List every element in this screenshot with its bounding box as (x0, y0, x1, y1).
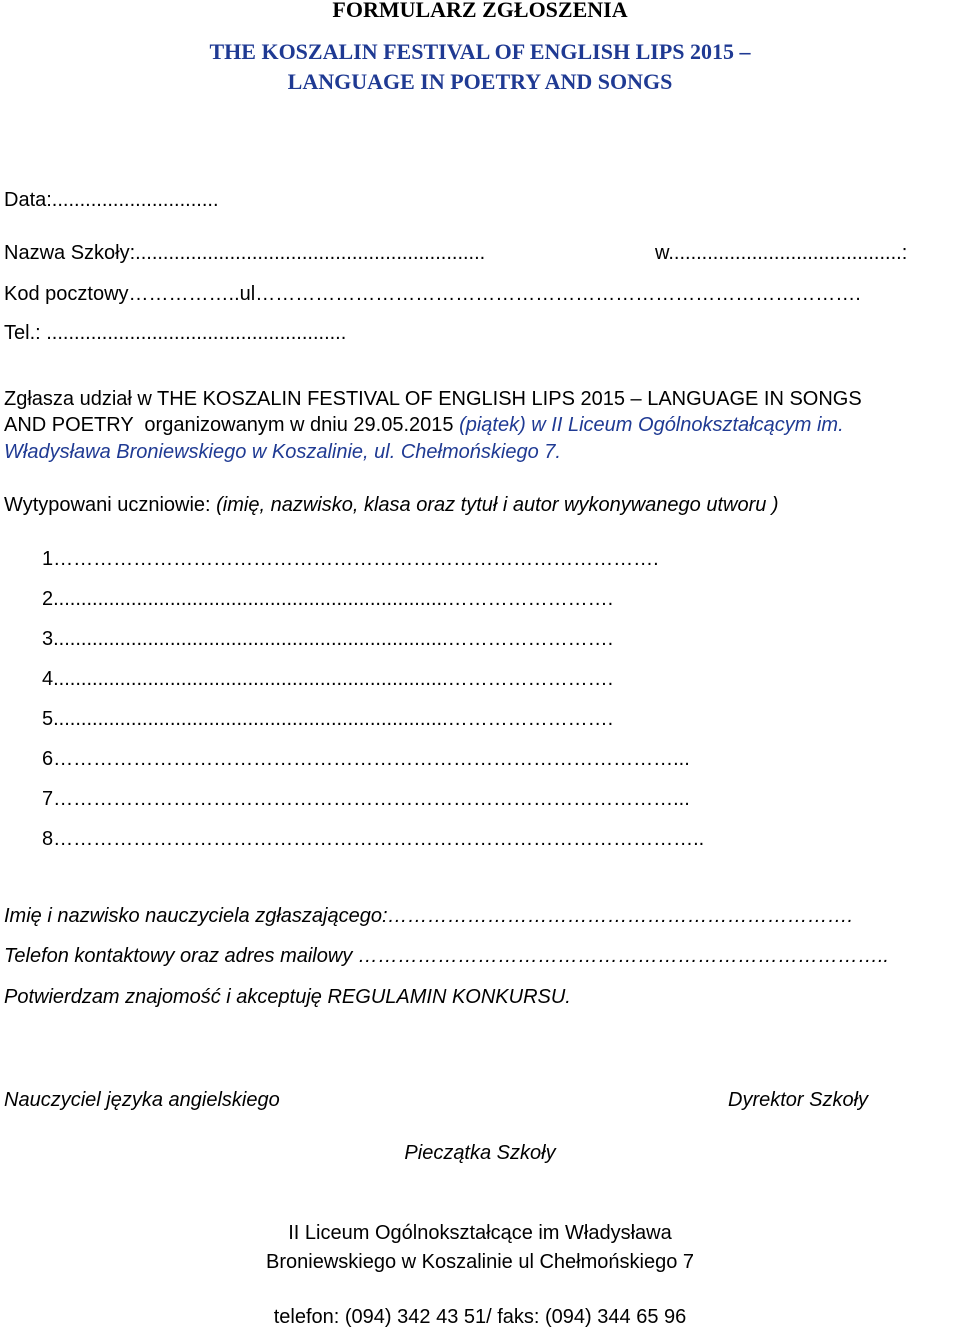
form-title: FORMULARZ ZGŁOSZENIA (332, 0, 628, 22)
school-name-field[interactable]: Nazwa Szkoły:............................................................... (4, 242, 486, 264)
event-name-line-1: THE KOSZALIN FESTIVAL OF ENGLISH LIPS 2015 – (209, 39, 751, 64)
teacher-name-field[interactable]: Imię i nazwisko nauczyciela zgłaszającego:……………………………………………………………. (4, 905, 854, 927)
student-row-7[interactable]: 7…………………………………………………………………………………... (42, 788, 690, 810)
phone-field[interactable]: Tel.: ...................................................... (4, 322, 347, 344)
declaration-line-2-roman: AND POETRY organizowanym w dniu 29.05.2015 (4, 414, 460, 436)
student-row-1[interactable]: 1………………………………………………………………………………. (42, 548, 659, 570)
school-city-field[interactable]: w..........................................: (655, 242, 908, 264)
acceptance-statement: Potwierdzam znajomość i akceptuję REGULAMIN KONKURSU. (4, 986, 571, 1008)
students-intro-italic: (imię, nazwisko, klasa oraz tytuł i autor wykonywanego utworu ) (216, 494, 779, 516)
event-name-line-2: LANGUAGE IN POETRY AND SONGS (287, 69, 673, 94)
school-stamp-label: Pieczątka Szkoły (404, 1142, 556, 1164)
students-intro (4, 493, 779, 517)
student-row-4[interactable]: 4.......................................................................……………………. (42, 668, 614, 690)
student-row-3[interactable]: 3.......................................................................……………………. (42, 628, 614, 650)
teacher-signature-label: Nauczyciel języka angielskiego (4, 1089, 280, 1111)
declaration-line-2-italic: (piątek) w II Liceum Ogólnokształcącym im. (459, 414, 844, 436)
declaration-line-2 (4, 413, 844, 437)
director-signature-label: Dyrektor Szkoły (728, 1089, 869, 1111)
student-row-6[interactable]: 6…………………………………………………………………………………... (42, 748, 690, 770)
students-intro-roman: Wytypowani uczniowie: (4, 494, 217, 516)
student-row-8[interactable]: 8…………………………………………………………………………………….. (42, 828, 705, 850)
student-row-5[interactable]: 5.......................................................................……………………. (42, 708, 614, 730)
footer-contact: telefon: (094) 342 43 51/ faks: (094) 344 65 96 (273, 1306, 687, 1328)
postal-code-street-field[interactable]: Kod pocztowy……………..ul………………………………………………………………………………. (4, 283, 861, 305)
footer-school-line-2: Broniewskiego w Koszalinie ul Chełmońskiego 7 (266, 1251, 694, 1273)
teacher-contact-field[interactable]: Telefon kontaktowy oraz adres mailowy …………………………………………………………………….. (4, 945, 889, 967)
footer-school-line-1: II Liceum Ogólnokształcące im Władysława (288, 1222, 672, 1244)
student-row-2[interactable]: 2.......................................................................……………………. (42, 588, 614, 610)
declaration-line-3: Władysława Broniewskiego w Koszalinie, ul. Chełmońskiego 7. (4, 441, 561, 463)
declaration-line-1: Zgłasza udział w THE KOSZALIN FESTIVAL OF ENGLISH LIPS 2015 – LANGUAGE IN SONGS (4, 388, 862, 410)
date-field[interactable]: Data:.............................. (4, 189, 219, 211)
